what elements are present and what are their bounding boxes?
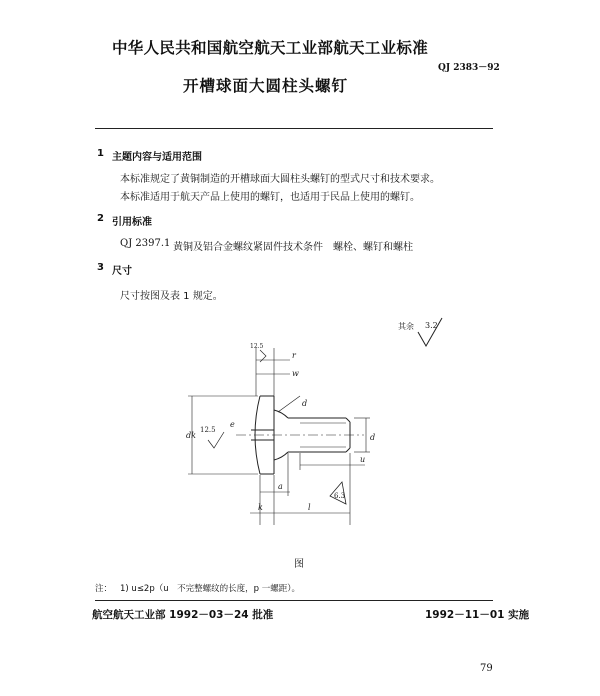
section-3-title: 尺寸 xyxy=(112,266,132,277)
dim-d: d xyxy=(370,433,376,442)
dim-r: r xyxy=(292,351,296,360)
reference-standard-title: 黄铜及铝合金螺纹紧固件技术条件 螺栓、螺钉和螺柱 xyxy=(173,242,413,253)
dim-w: w xyxy=(292,369,299,378)
dim-a: a xyxy=(278,482,283,491)
reference-standard-code: QJ 2397.1 xyxy=(120,238,171,249)
note-text: 1) u≤2p（u 不完整螺纹的长度，p 一螺距）。 xyxy=(120,584,300,594)
section-1-para-1: 本标准规定了黄铜制造的开槽球面大圆柱头螺钉的型式尺寸和技术要求。 xyxy=(120,174,440,185)
dim-e: e xyxy=(230,420,235,429)
section-1-number: 1 xyxy=(97,148,104,159)
dim-dk: dk xyxy=(186,431,196,440)
section-3-number: 3 xyxy=(97,262,104,273)
section-1-title: 主题内容与适用范围 xyxy=(112,152,202,163)
note-label: 注： xyxy=(95,584,113,594)
section-1-para-2: 本标准适用于航天产品上使用的螺钉，也适用于民品上使用的螺钉。 xyxy=(120,192,420,203)
approval-date: 航空航天工业部 1992－03－24 批准 xyxy=(92,609,274,621)
dim-l: l xyxy=(308,503,311,512)
figure-caption: 图 xyxy=(294,559,304,570)
document-title: 开槽球面大圆柱头螺钉 xyxy=(183,77,349,95)
standard-code: QJ 2383－92 xyxy=(438,63,500,73)
finish-value: 6.3 xyxy=(334,492,346,500)
page-number: 79 xyxy=(480,663,493,674)
section-2-number: 2 xyxy=(97,213,104,224)
dim-ds: d xyxy=(302,399,308,408)
standard-header-title: 中华人民共和国航空航天工业部航天工业标准 xyxy=(112,39,429,57)
roughness-slot: 12.5 xyxy=(200,426,216,434)
roughness-value: 3.2 xyxy=(425,321,438,330)
screw-drawing xyxy=(150,300,480,530)
effective-date: 1992－11－01 实施 xyxy=(425,609,530,621)
section-3-para: 尺寸按图及表 1 规定。 xyxy=(120,291,223,302)
section-2-title: 引用标准 xyxy=(112,217,152,228)
dim-u: u xyxy=(360,455,366,464)
dim-k: k xyxy=(258,503,263,512)
roughness-top: 12.5 xyxy=(250,343,264,350)
header-divider xyxy=(95,128,493,129)
roughness-note: 其余 xyxy=(398,322,414,331)
footer-divider xyxy=(95,600,493,601)
